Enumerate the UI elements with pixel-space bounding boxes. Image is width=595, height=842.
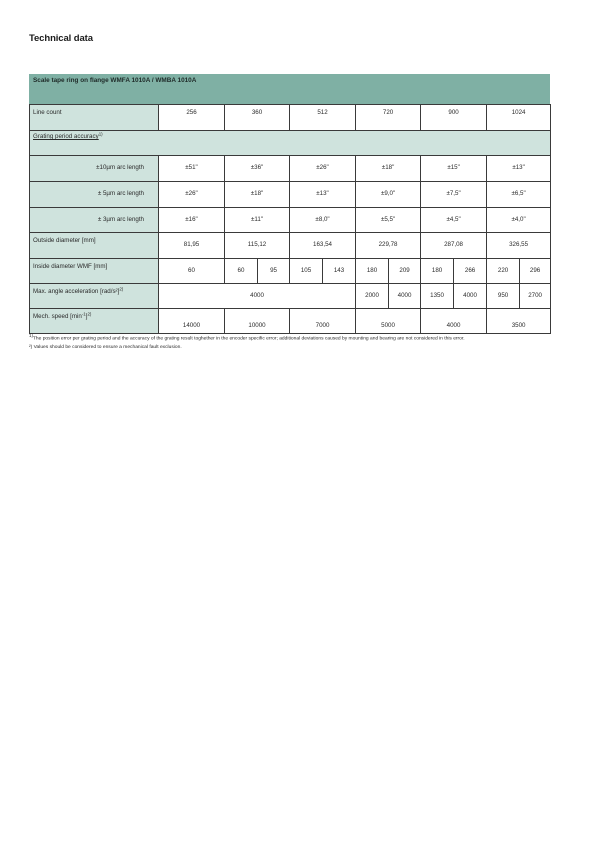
table-cell: 266: [454, 259, 487, 284]
table-row: [30, 131, 551, 156]
table-cell: ±7,5": [421, 182, 487, 208]
table-cell: 7000: [290, 309, 356, 334]
table-cell: 105: [290, 259, 323, 284]
table-cell: 10000: [225, 309, 290, 334]
footnote-1-mark: 1): [29, 333, 33, 338]
row-label-acc-5: ± 5µm arc length: [30, 182, 159, 208]
table-cell: 256: [159, 105, 225, 131]
row-label-grating-accuracy: [30, 131, 551, 156]
table-cell: 14000: [159, 309, 225, 334]
footnote-1-text: The position error per grating period and the accuracy of the grating result toghether in the encoder specific error; additional deviations caused by mounting and bearing are not considered in this error.: [32, 336, 465, 342]
table-cell: 950: [487, 284, 520, 309]
table-cell: ±4,0": [487, 208, 551, 233]
table-row: [30, 259, 551, 284]
table-cell: 287,08: [421, 233, 487, 259]
table-header-band: [29, 74, 550, 104]
table-cell: ±18": [356, 156, 421, 182]
row-label-inside-diameter: Inside diameter WMF [mm]: [30, 259, 159, 284]
table-row: [30, 208, 551, 233]
table-row: [30, 105, 551, 131]
table-cell: 4000: [454, 284, 487, 309]
table-cell: 95: [258, 259, 290, 284]
table-cell: 4000: [421, 309, 487, 334]
table-cell: 180: [421, 259, 454, 284]
footnote-1: [29, 333, 550, 343]
table-cell: 5000: [356, 309, 421, 334]
table-cell: 4000: [389, 284, 421, 309]
table-cell: 60: [225, 259, 258, 284]
table-cell: 209: [389, 259, 421, 284]
max-angle-label: Max. angle acceleration [rad/s²]: [33, 288, 120, 295]
table-cell: 720: [356, 105, 421, 131]
table-cell: ±26": [290, 156, 356, 182]
table-cell: 1024: [487, 105, 551, 131]
table-cell: 60: [159, 259, 225, 284]
row-label-mech-speed: [30, 309, 159, 334]
row-label-line-count: Line count: [30, 105, 159, 131]
table-cell: ±13": [290, 182, 356, 208]
table-cell: 296: [520, 259, 551, 284]
table-cell: 163,54: [290, 233, 356, 259]
row-label-acc-10: ±10µm arc length: [30, 156, 159, 182]
footnotes: [29, 333, 550, 353]
table-cell: 512: [290, 105, 356, 131]
table-row: [30, 156, 551, 182]
table-cell: 360: [225, 105, 290, 131]
table-cell: 3500: [487, 309, 551, 334]
table-cell: ±26": [159, 182, 225, 208]
table-cell: ±36": [225, 156, 290, 182]
row-label-acc-3: ± 3µm arc length: [30, 208, 159, 233]
table-cell: 4000: [159, 284, 356, 309]
table-row: [30, 182, 551, 208]
technical-data-table: [29, 104, 551, 334]
table-cell: ±13": [487, 156, 551, 182]
footnote-ref: 2): [119, 286, 124, 292]
row-label-max-angle-acceleration: [30, 284, 159, 309]
table-cell: ±6,5": [487, 182, 551, 208]
page-title: Technical data: [29, 33, 93, 44]
table-cell: 115,12: [225, 233, 290, 259]
row-label-outside-diameter: Outside diameter [mm]: [30, 233, 159, 259]
table-cell: 180: [356, 259, 389, 284]
table-cell: 1350: [421, 284, 454, 309]
grating-accuracy-label: Grating period accuracy: [33, 133, 99, 140]
table-cell: ±4,5": [421, 208, 487, 233]
footnote-2: ²) Values should be considered to ensure a mechanical fault exclusion.: [29, 344, 182, 350]
table-cell: 229,78: [356, 233, 421, 259]
table-row: [30, 284, 551, 309]
mech-speed-label-close: ]: [85, 313, 88, 320]
table-cell: ±5,5": [356, 208, 421, 233]
unit-exponent: -1: [81, 311, 86, 317]
table-row: [30, 233, 551, 259]
table-cell: 81,95: [159, 233, 225, 259]
mech-speed-label: Mech. speed [min: [33, 313, 82, 320]
table-cell: ±11": [225, 208, 290, 233]
table-cell: 2700: [520, 284, 551, 309]
table-title: Scale tape ring on flange WMFA 1010A / WMBA 1010A: [33, 77, 197, 84]
table-cell: ±15": [421, 156, 487, 182]
table-row: [30, 309, 551, 334]
table-cell: ±16": [159, 208, 225, 233]
table-cell: 2000: [356, 284, 389, 309]
table-cell: 220: [487, 259, 520, 284]
table-cell: 143: [323, 259, 356, 284]
table-cell: ±8,0": [290, 208, 356, 233]
table-cell: ±9,0": [356, 182, 421, 208]
table-cell: ±18": [225, 182, 290, 208]
table-cell: 900: [421, 105, 487, 131]
table-cell: ±51": [159, 156, 225, 182]
footnote-ref: 2): [87, 311, 92, 317]
footnote-ref: 1): [98, 131, 103, 137]
table-cell: 326,55: [487, 233, 551, 259]
